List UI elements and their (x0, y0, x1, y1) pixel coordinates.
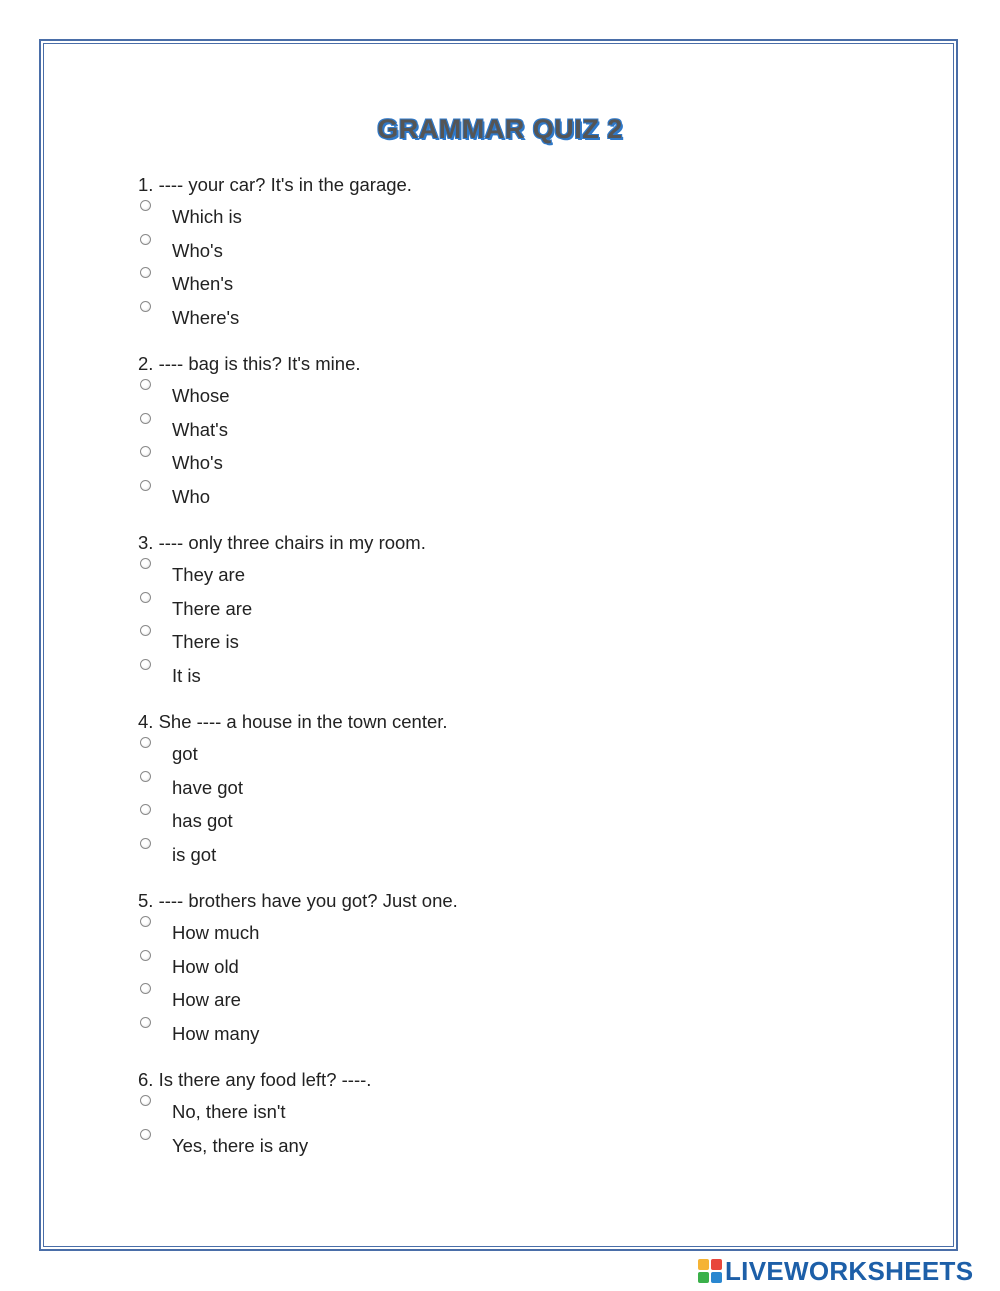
answer-option-label: have got (172, 776, 243, 798)
radio-button-icon[interactable] (140, 737, 151, 748)
question-1 (138, 172, 938, 351)
answer-option[interactable] (138, 735, 938, 769)
answer-option[interactable] (138, 981, 938, 1015)
question-text: 3. ---- only three chairs in my room. (138, 532, 426, 553)
radio-button-icon[interactable] (140, 1017, 151, 1028)
answer-option[interactable] (138, 232, 938, 266)
answer-option[interactable] (138, 802, 938, 836)
answer-option[interactable] (138, 1093, 938, 1127)
question-5 (138, 888, 938, 1067)
answer-option[interactable] (138, 1015, 938, 1049)
answer-option-label: Which is (172, 206, 242, 227)
answer-option[interactable] (138, 1127, 938, 1161)
radio-button-icon[interactable] (140, 1095, 151, 1106)
answer-option[interactable] (138, 478, 938, 512)
answer-option-label: Whose (172, 385, 230, 406)
answer-option[interactable] (138, 623, 938, 657)
answer-option[interactable] (138, 556, 938, 590)
answer-option-label: Yes, there is any (172, 1134, 309, 1156)
radio-button-icon[interactable] (140, 592, 151, 603)
radio-button-icon[interactable] (140, 413, 151, 424)
question-2 (138, 351, 938, 530)
answer-option[interactable] (138, 198, 938, 232)
answer-option[interactable] (138, 590, 938, 624)
question-text: 5. ---- brothers have you got? Just one. (138, 890, 458, 911)
liveworksheets-logo (698, 1256, 973, 1286)
question-text: 4. She ---- a house in the town center. (138, 711, 448, 732)
radio-button-icon[interactable] (140, 1129, 151, 1140)
radio-button-icon[interactable] (140, 659, 151, 670)
answer-option-label: is got (172, 843, 217, 865)
answer-option-label: How old (172, 955, 239, 977)
answer-option[interactable] (138, 265, 938, 299)
answer-option[interactable] (138, 299, 938, 333)
answer-option[interactable] (138, 769, 938, 803)
answer-option[interactable] (138, 444, 938, 478)
radio-button-icon[interactable] (140, 771, 151, 782)
answer-option-label: Who's (172, 239, 223, 261)
radio-button-icon[interactable] (140, 301, 151, 312)
radio-button-icon[interactable] (140, 950, 151, 961)
question-text: 6. Is there any food left? ----. (138, 1069, 372, 1090)
radio-button-icon[interactable] (140, 446, 151, 457)
radio-button-icon[interactable] (140, 379, 151, 390)
brand-name: LIVEWORKSHEETS (725, 1255, 974, 1286)
radio-button-icon[interactable] (140, 804, 151, 815)
answer-option-label: How much (172, 922, 260, 943)
answer-option[interactable] (138, 836, 938, 870)
answer-option-label: has got (172, 810, 233, 831)
answer-option-label: They are (172, 564, 246, 585)
radio-button-icon[interactable] (140, 200, 151, 211)
answer-option-label: It is (172, 664, 201, 686)
quiz-title: GRAMMAR QUIZ 2 (377, 114, 623, 144)
answer-option[interactable] (138, 657, 938, 691)
radio-button-icon[interactable] (140, 916, 151, 927)
logo-blocks-icon (698, 1259, 722, 1283)
radio-button-icon[interactable] (140, 625, 151, 636)
question-3 (138, 530, 938, 709)
answer-option[interactable] (138, 948, 938, 982)
answer-option[interactable] (138, 377, 938, 411)
answer-option-label: No, there isn't (172, 1101, 286, 1122)
answer-option-label: When's (172, 273, 234, 294)
question-list (138, 172, 938, 1246)
answer-option-label: got (172, 743, 198, 764)
radio-button-icon[interactable] (140, 267, 151, 278)
answer-option-label: What's (172, 418, 228, 440)
answer-option[interactable] (138, 411, 938, 445)
answer-option-label: Where's (172, 306, 240, 328)
answer-option-label: There are (172, 597, 253, 619)
answer-option-label: How are (172, 989, 241, 1010)
radio-button-icon[interactable] (140, 234, 151, 245)
question-text: 2. ---- bag is this? It's mine. (138, 353, 361, 374)
question-4 (138, 709, 938, 888)
answer-option[interactable] (138, 914, 938, 948)
radio-button-icon[interactable] (140, 838, 151, 849)
radio-button-icon[interactable] (140, 983, 151, 994)
answer-option-label: How many (172, 1022, 260, 1044)
question-6 (138, 1067, 938, 1246)
question-text: 1. ---- your car? It's in the garage. (138, 174, 412, 195)
radio-button-icon[interactable] (140, 480, 151, 491)
answer-option-label: Who's (172, 452, 223, 473)
answer-option-label: Who (172, 485, 211, 507)
radio-button-icon[interactable] (140, 558, 151, 569)
answer-option-label: There is (172, 631, 239, 652)
